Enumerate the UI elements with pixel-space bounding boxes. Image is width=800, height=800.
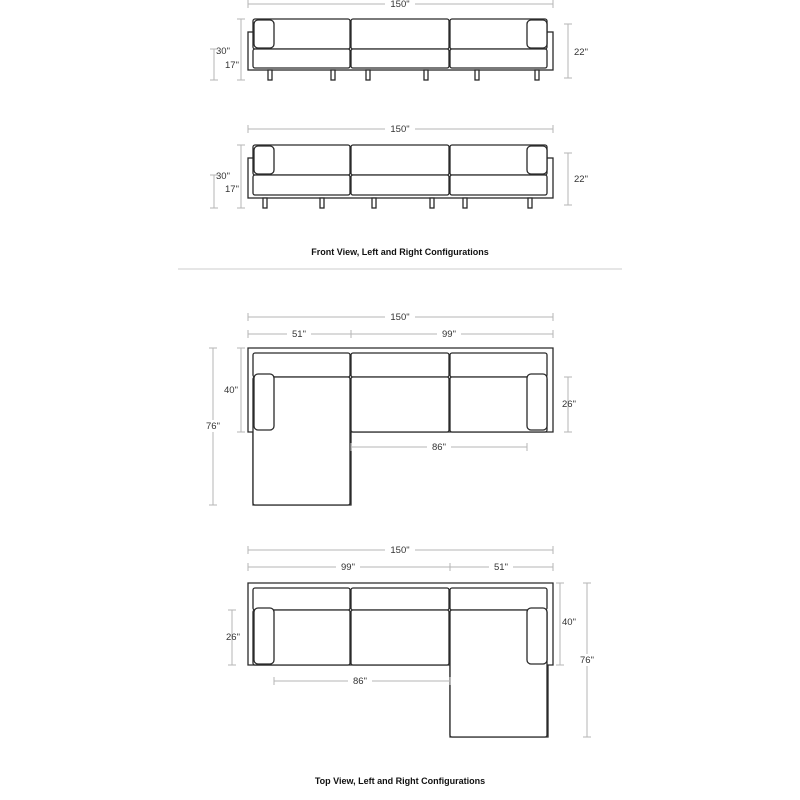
topL-seat-width-dimension	[351, 441, 527, 453]
front-view-1	[210, 0, 588, 80]
topR-seat-depth-dimension	[226, 610, 240, 665]
front1-width-dimension	[248, 0, 553, 10]
topL-segment-dimension	[248, 328, 553, 340]
topR-chaise-depth-label: 76"	[580, 655, 594, 666]
front2-seat-height-label: 17"	[225, 184, 239, 195]
topR-pillow	[527, 608, 547, 664]
topR-seat-width-dimension	[274, 675, 450, 687]
front1-seat-cushion	[351, 49, 449, 68]
front1-seat-height-label: 17"	[225, 60, 239, 71]
front2-seat-cushion	[450, 175, 547, 195]
front2-pillow	[527, 146, 547, 174]
front-view-2	[210, 122, 588, 208]
topR-chaise-depth-dimension	[576, 583, 598, 737]
topR-seat-depth-label: 26"	[226, 632, 240, 643]
front2-height-label: 30"	[216, 171, 230, 182]
front2-height-dimension	[216, 145, 245, 208]
topL-depth-label: 40"	[224, 385, 238, 396]
front2-width-dimension	[248, 122, 553, 135]
front2-seat-cushion	[351, 175, 449, 195]
front2-back-height-label: 22"	[574, 174, 588, 185]
topL-sofa-width-label: 99"	[442, 329, 456, 340]
front2-pillow	[254, 146, 274, 174]
front2-legs	[263, 198, 532, 208]
front1-back-height-dimension	[564, 24, 588, 78]
front2-seat-cushion	[253, 175, 350, 195]
top-view-caption: Top View, Left and Right Configurations	[314, 776, 486, 786]
topL-chaise-width-label: 51"	[292, 329, 306, 340]
topL-chaise-depth-label: 76"	[206, 421, 220, 432]
topR-seat-cushion	[351, 610, 449, 665]
topR-depth-label: 40"	[562, 617, 576, 628]
topL-back-cushion	[351, 353, 449, 377]
topR-seat-width-label: 86"	[353, 676, 367, 687]
topL-width-label: 150"	[390, 312, 410, 323]
topL-seat-depth-label: 26"	[562, 399, 576, 410]
topR-back-cushion	[253, 588, 350, 610]
topL-seat-depth-dimension	[562, 377, 576, 432]
topL-width-dimension	[248, 311, 553, 323]
top-view-right-chaise	[226, 544, 598, 737]
topR-pillow	[254, 608, 274, 664]
front2-back-cushion	[351, 145, 449, 175]
topR-width-label: 150"	[390, 545, 410, 556]
front1-height-label: 30"	[216, 46, 230, 57]
front2-width-label: 150"	[390, 124, 410, 135]
topR-segment-dimension	[248, 561, 553, 573]
front1-seat-cushion	[253, 49, 350, 68]
front-view-caption: Front View, Left and Right Configurations	[311, 247, 489, 257]
front1-seat-cushion	[450, 49, 547, 68]
topR-depth-dimension	[556, 583, 576, 665]
front2-back-height-dimension	[564, 153, 588, 205]
topR-sofa-width-label: 99"	[341, 562, 355, 573]
front1-pillow	[527, 20, 547, 48]
topL-chaise-depth-dimension	[203, 348, 223, 505]
front1-width-label: 150"	[390, 0, 410, 10]
topL-pillow	[527, 374, 547, 430]
topR-width-dimension	[248, 544, 553, 556]
front1-back-cushion	[351, 19, 449, 49]
topL-seat-width-label: 86"	[432, 442, 446, 453]
topR-back-cushion	[351, 588, 449, 610]
top-view-left-chaise	[203, 311, 576, 505]
front1-legs	[268, 70, 539, 80]
topR-back-cushion	[450, 588, 547, 610]
front1-back-height-label: 22"	[574, 47, 588, 58]
topL-seat-cushion	[351, 377, 449, 432]
front1-pillow	[254, 20, 274, 48]
topL-depth-dimension	[224, 348, 245, 432]
topL-pillow	[254, 374, 274, 430]
topR-chaise-width-label: 51"	[494, 562, 508, 573]
